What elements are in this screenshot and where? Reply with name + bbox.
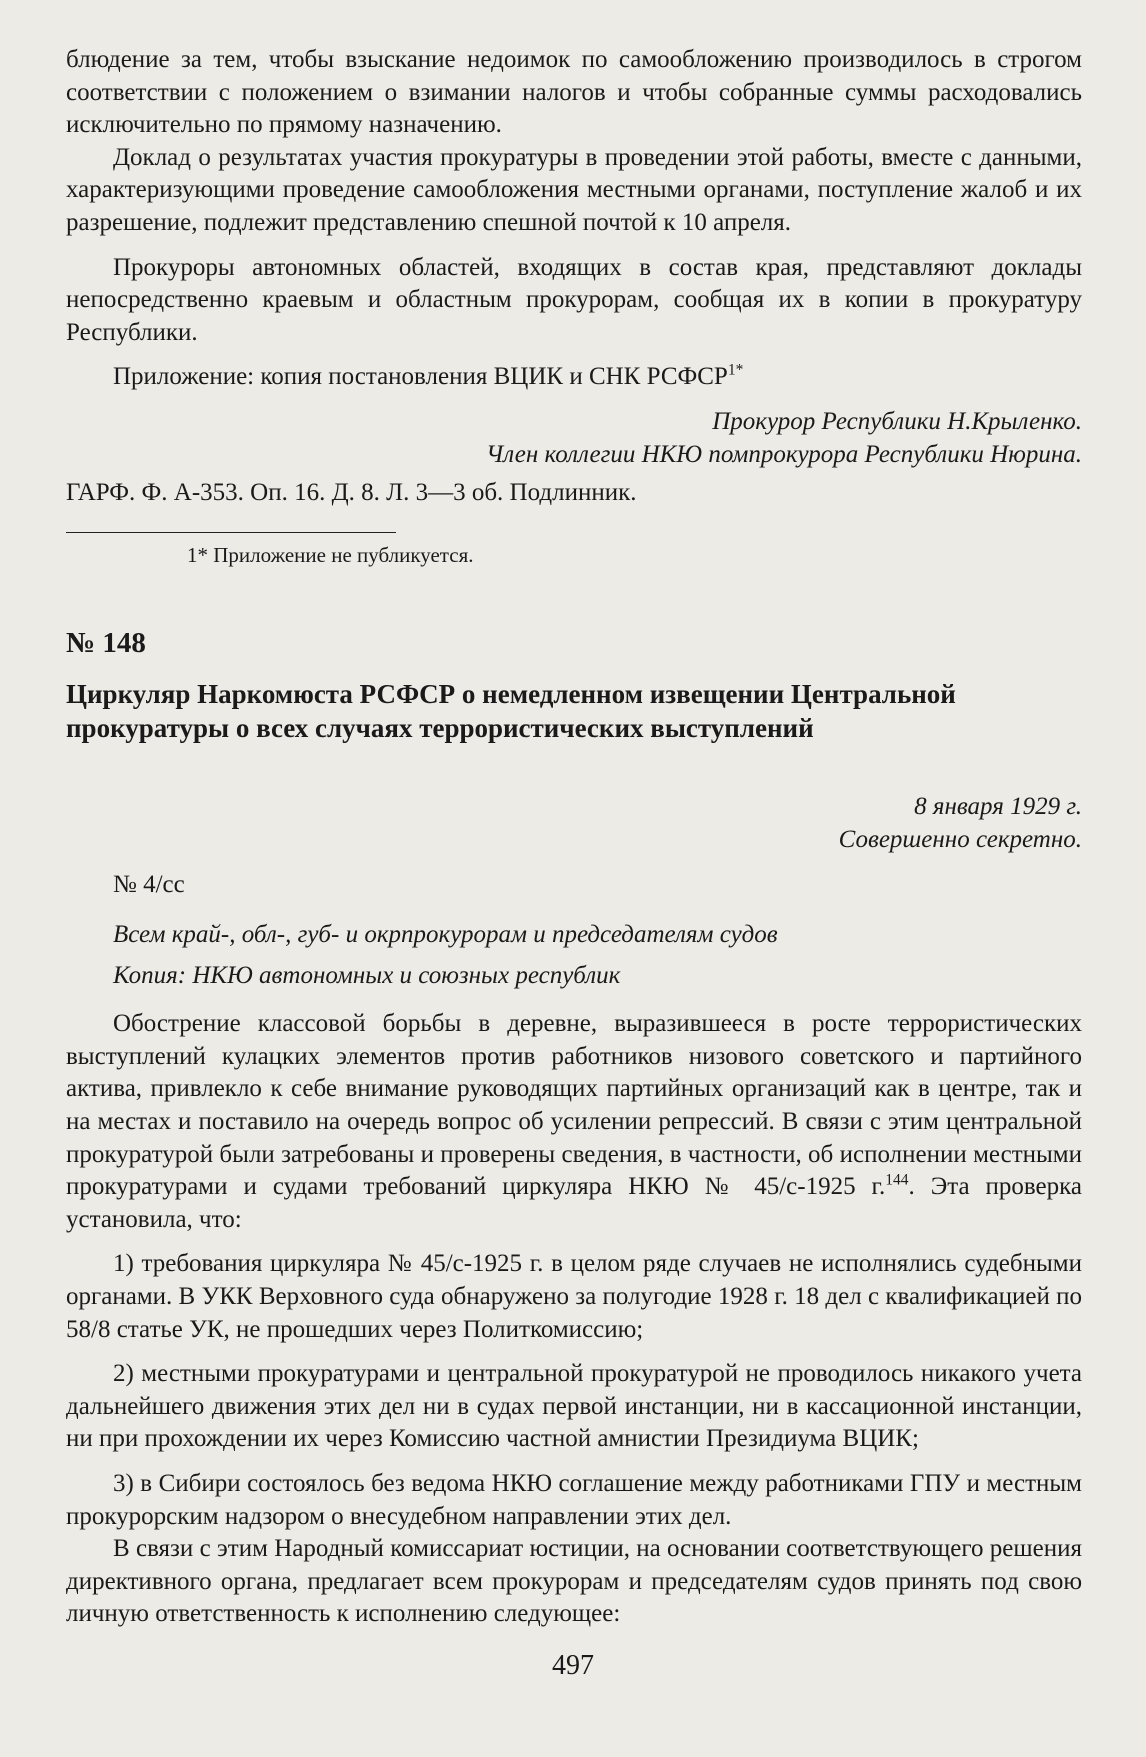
archive-source: ГАРФ. Ф. А-353. Оп. 16. Д. 8. Л. 3—3 об. Подлинник.: [66, 479, 637, 507]
paragraph-continuation: блюдение за тем, чтобы взыскание недоимок по самообложению производилось в строгом соответствии с положением о взимании налогов и чтобы собранные суммы расходовались исключительно по прямому назначению.: [66, 46, 1082, 139]
document-page: [66, 44, 1082, 1631]
registration-number: № 4/сс: [113, 870, 185, 898]
page-number: 497: [552, 1650, 594, 1681]
footnote-divider: [66, 532, 396, 533]
attachment-footnote-mark: 1*: [727, 362, 744, 380]
endnote-mark: 144: [885, 1171, 909, 1189]
intro-text-end: . Эта проверка установила, что:: [66, 1173, 1083, 1233]
paragraph-directive: В связи с этим Народный комиссариат юстиции, на основании соответствующего решения директивного органа, предлагает всем прокурорам и председателям судов принять под свою личную ответственность к исполнению следующее:: [66, 1535, 1082, 1628]
copy-recipient: Копия: НКЮ автономных и союзных республик: [113, 961, 621, 989]
attachment-text: Приложение: копия постановления ВЦИК и СНК РСФСР: [113, 363, 728, 391]
attachment-line: [66, 361, 1082, 394]
addressee: Всем край-, обл-, губ- и окрпрокурорам и председателям судов: [113, 921, 778, 949]
signature-prosecutor: Прокурор Республики Н.Крыленко.: [712, 407, 1082, 435]
paragraph-prosecutors: Прокуроры автономных областей, входящих в состав края, представляют доклады непосредственно краевым и областным прокурорам, сообщая их в копии в прокуратуру Республики.: [66, 253, 1082, 346]
list-item-3: 3) в Сибири состоялось без ведома НКЮ соглашение между работниками ГПУ и местным прокурорским надзором о внесудебном направлении этих дел.: [66, 1470, 1082, 1530]
document-number: № 148: [66, 626, 146, 659]
paragraph-intro: [66, 1008, 1082, 1236]
paragraph-report: Доклад о результатах участия прокуратуры в проведении этой работы, вместе с данными, характеризующими проведение самообложения местными органами, поступление жалоб и их разрешение, подлежит представлению спешной почтой к 10 апреля.: [66, 143, 1082, 236]
document-title: Циркуляр Наркомюста РСФСР о немедленном извещении Центральной прокуратуры о всех случаях террористических выступлений: [66, 679, 956, 744]
signature-board-member: Член коллегии НКЮ помпрокурора Республики Нюрина.: [485, 440, 1082, 468]
list-item-2: 2) местными прокуратурами и центральной прокуратурой не проводилось никакого учета дальнейшего движения этих дел ни в судах первой инстанции, ни в кассационной инстанции, ни при прохождении их через Комиссию частной амнистии Президиума ВЦИК;: [66, 1360, 1082, 1453]
list-item-1: 1) требования циркуляра № 45/с-1925 г. в целом ряде случаев не исполнялись судебными органами. В УКК Верховного суда обнаружено за полугодие 1928 г. 18 дел с квалификацией по 58/8 статье УК, не прошедших через Политкомиссию;: [66, 1250, 1082, 1343]
intro-text: Обострение классовой борьбы в деревне, выразившееся в росте террористических выступлений кулацких элементов против работников низового советского и партийного актива, привлекло к себе внимание руководящих партийных организаций как в центре, так и на местах и поставило на очередь вопрос об усилении репрессий. В связи с этим центральной прокуратурой были затребованы и проверены сведения, в частности, об исполнении местными прокуратурами и судами требований циркуляра НКЮ № 45/с-1925 г.: [66, 1010, 1082, 1201]
secrecy-stamp: Совершенно секретно.: [838, 825, 1082, 853]
document-date: 8 января 1929 г.: [914, 793, 1082, 821]
footnote: 1* Приложение не публикуется.: [187, 542, 474, 567]
